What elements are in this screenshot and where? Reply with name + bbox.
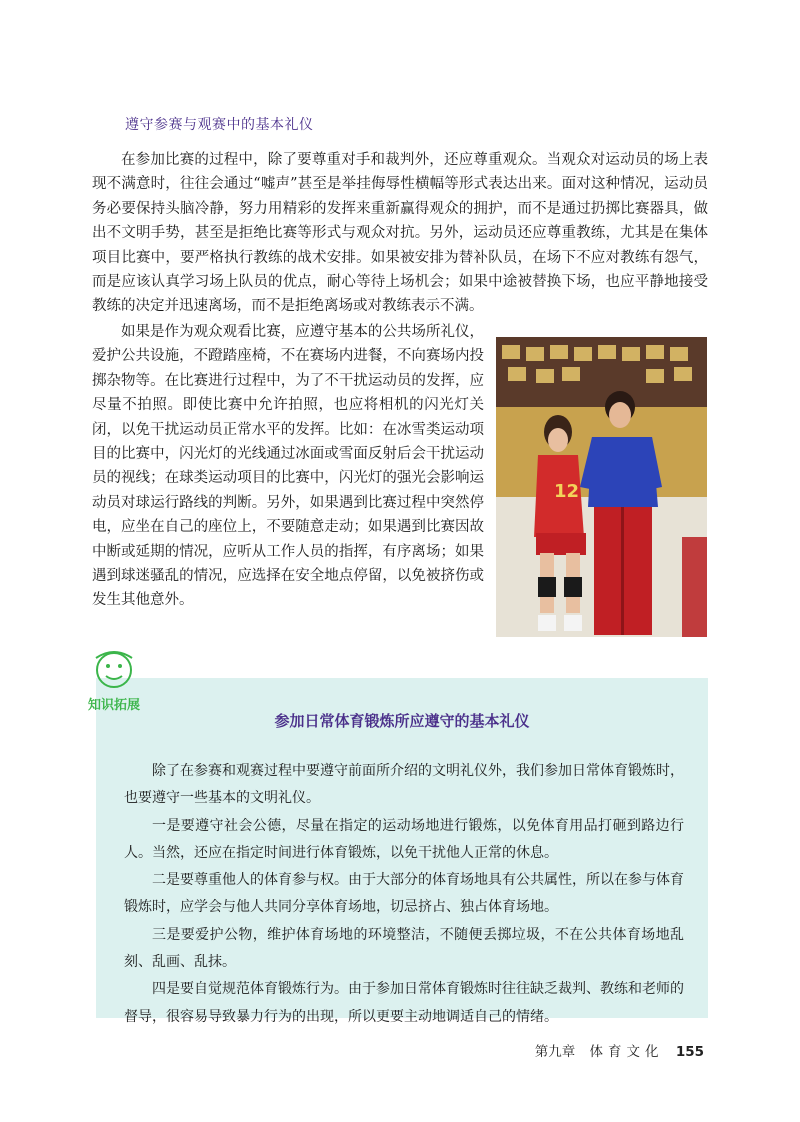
- spectator-paragraph-block: [92, 320, 484, 613]
- page-footer: [535, 1040, 704, 1060]
- knowledge-badge: [74, 650, 154, 716]
- knowledge-box: [96, 678, 708, 1025]
- section-title: 遵守参赛与观赛中的基本礼仪: [125, 117, 314, 133]
- paragraph-spectators: 如果是作为观众观看比赛，应遵守基本的公共场所礼仪，爱护公共设施，不蹬踏座椅，不在赛场内进餐，不向赛场内投掷杂物等。在比赛进行过程中，为了不干扰运动员的发挥，应尽量不拍照。即使比赛中允许拍照，也应将相机的闪光灯关闭，以免干扰运动员正常水平的发挥。比如：在冰雪类运动项目的比赛中，闪光灯的光线通过冰面或雪面反射后会干扰运动员的视线；在球类运动项目的比赛中，闪光灯的强光会影响运动员对球运行路线的判断。另外，如果遇到比赛过程中突然停电，应坐在自己的座位上，不要随意走动；如果遇到比赛因故中断或延期的情况，应听从工作人员的指挥，有序离场；如果遇到球迷骚乱的情况，应选择在安全地点停留，以免被挤伤或发生其他意外。: [92, 324, 484, 609]
- knowledge-paragraph: 一是要遵守社会公德，尽量在指定的运动场地进行锻炼，以免体育用品打砸到路边行人。当然，还应在指定时间进行体育锻炼，以免干扰他人正常的休息。: [124, 817, 684, 861]
- knowledge-paragraph: 三是要爱护公物，维护体育场地的环境整洁，不随便丢掷垃圾，不在公共体育场地乱刻、乱画、乱抹。: [124, 926, 684, 971]
- footer-chapter: 第九章: [534, 1044, 576, 1060]
- knowledge-box-title: 参加日常体育锻炼所应遵守的基本礼仪: [274, 712, 530, 730]
- knowledge-box-content: [124, 758, 684, 1031]
- paragraph-athletes: 在参加比赛的过程中，除了要尊重对手和裁判外，还应尊重观众。当观众对运动员的场上表现不满意时，往往会通过“嘘声”甚至是举挂侮辱性横幅等形式表达出来。面对这种情况，运动员务必要保持头脑冷静，努力用精彩的发挥来重新赢得观众的拥护，而不是通过扔掷比赛器具，做出不文明手势，甚至是拒绝比赛等形式与观众对抗。另外，运动员还应尊重教练，尤其是在集体项目比赛中，要严格执行教练的战术安排。如果被安排为替补队员，在场下不应对教练有怨气，而是应该认真学习场上队员的优点，耐心等待上场机会；如果中途被替换下场，也应平静地接受教练的决定并迅速离场，而不是拒绝离场或对教练表示不满。: [92, 152, 708, 315]
- badge-label: 知识拓展: [87, 698, 140, 713]
- knowledge-paragraph: 二是要尊重他人的体育参与权。由于大部分的体育场地具有公共属性，所以在参与体育锻炼时，应学会与他人共同分享体育场地，切忌挤占、独占体育场地。: [124, 872, 684, 916]
- jersey-number: 12: [554, 481, 580, 502]
- page-number: 155: [675, 1044, 704, 1060]
- footer-title: 体育文化: [589, 1044, 664, 1060]
- knowledge-paragraph: 除了在参赛和观赛过程中要遵守前面所介绍的文明礼仪外，我们参加日常体育锻炼时，也要遵守一些基本的文明礼仪。: [124, 763, 684, 807]
- knowledge-paragraph: 四是要自觉规范体育锻炼行为。由于参加日常体育锻炼时往往缺乏裁判、教练和老师的督导，很容易导致暴力行为的出现，所以更要主动地调适自己的情绪。: [124, 981, 684, 1025]
- volleyball-photo: [496, 337, 707, 637]
- reader-icon: [74, 650, 154, 696]
- main-paragraph: [92, 148, 708, 319]
